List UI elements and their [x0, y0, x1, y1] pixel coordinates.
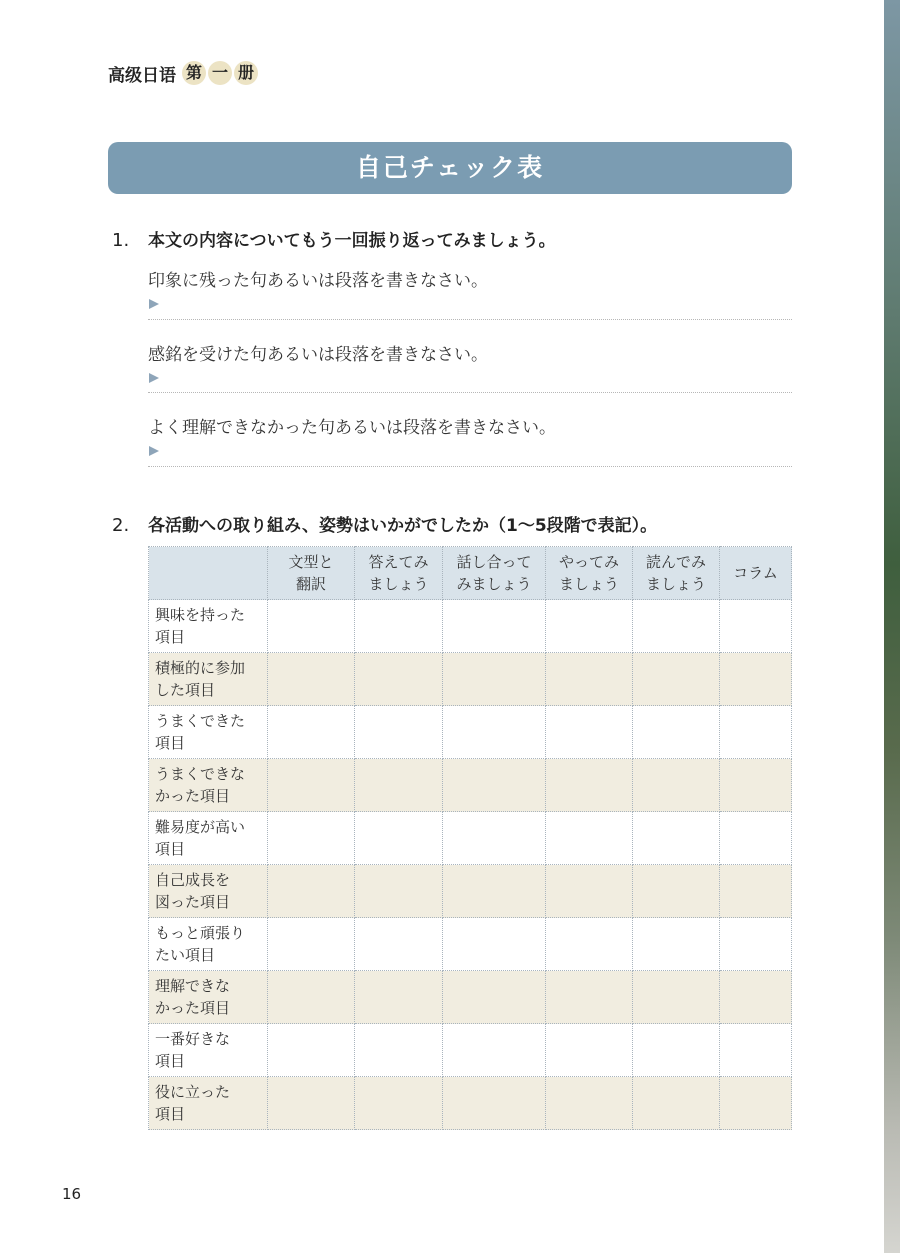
rating-cell[interactable]	[720, 759, 792, 812]
column-header: 文型と 翻訳	[268, 547, 355, 600]
rating-cell[interactable]	[268, 600, 355, 653]
table-row	[149, 600, 792, 653]
row-label: 難易度が高い 項目	[149, 812, 268, 865]
rating-cell[interactable]	[443, 706, 546, 759]
rating-cell[interactable]	[633, 1024, 720, 1077]
rating-cell[interactable]	[546, 1024, 633, 1077]
rating-cell[interactable]	[633, 812, 720, 865]
table-row	[149, 759, 792, 812]
rating-cell[interactable]	[268, 706, 355, 759]
rating-cell[interactable]	[355, 653, 443, 706]
column-header: コラム	[720, 547, 792, 600]
rating-cell[interactable]	[268, 759, 355, 812]
prompt-not-understood: よく理解できなかった句あるいは段落を書きなさい。	[148, 418, 556, 438]
rating-cell[interactable]	[720, 971, 792, 1024]
rating-cell[interactable]	[355, 1077, 443, 1130]
rating-cell[interactable]	[546, 865, 633, 918]
rating-cell[interactable]	[443, 865, 546, 918]
rating-cell[interactable]	[443, 971, 546, 1024]
rating-cell[interactable]	[268, 653, 355, 706]
answer-line[interactable]	[148, 466, 792, 467]
rating-cell[interactable]	[633, 653, 720, 706]
rating-cell[interactable]	[546, 971, 633, 1024]
question-number: 2.	[112, 515, 130, 536]
rating-cell[interactable]	[546, 706, 633, 759]
rating-cell[interactable]	[268, 812, 355, 865]
rating-cell[interactable]	[720, 918, 792, 971]
row-label: 積極的に参加 した項目	[149, 653, 268, 706]
rating-cell[interactable]	[546, 1077, 633, 1130]
table-row	[149, 918, 792, 971]
volume-char: 第	[182, 61, 206, 85]
corner-cell	[149, 547, 268, 600]
row-label: 興味を持った 項目	[149, 600, 268, 653]
row-label: うまくできた 項目	[149, 706, 268, 759]
table-row	[149, 1077, 792, 1130]
rating-cell[interactable]	[355, 971, 443, 1024]
rating-cell[interactable]	[633, 759, 720, 812]
rating-cell[interactable]	[268, 1024, 355, 1077]
row-label: 理解できな かった項目	[149, 971, 268, 1024]
rating-cell[interactable]	[443, 1024, 546, 1077]
answer-arrow-icon	[149, 299, 159, 309]
rating-cell[interactable]	[355, 706, 443, 759]
rating-cell[interactable]	[443, 918, 546, 971]
volume-char: 一	[208, 61, 232, 85]
rating-cell[interactable]	[720, 706, 792, 759]
rating-cell[interactable]	[546, 812, 633, 865]
self-check-table	[148, 546, 792, 1130]
volume-char: 册	[234, 61, 258, 85]
column-header: 話し合って みましょう	[443, 547, 546, 600]
rating-cell[interactable]	[633, 971, 720, 1024]
rating-cell[interactable]	[546, 600, 633, 653]
row-label: 自己成長を 図った項目	[149, 865, 268, 918]
page-title: 自己チェック表	[108, 142, 792, 194]
row-label: もっと頑張り たい項目	[149, 918, 268, 971]
rating-cell[interactable]	[443, 812, 546, 865]
book-title: 高级日语	[108, 65, 176, 86]
rating-cell[interactable]	[720, 812, 792, 865]
rating-cell[interactable]	[633, 600, 720, 653]
table-header-row	[149, 547, 792, 600]
prompt-impression: 印象に残った句あるいは段落を書きなさい。	[148, 271, 488, 291]
rating-cell[interactable]	[633, 918, 720, 971]
rating-cell[interactable]	[720, 865, 792, 918]
page-number: 16	[62, 1185, 82, 1203]
rating-cell[interactable]	[633, 706, 720, 759]
rating-cell[interactable]	[268, 971, 355, 1024]
rating-cell[interactable]	[355, 812, 443, 865]
row-label: 役に立った 項目	[149, 1077, 268, 1130]
table-row	[149, 812, 792, 865]
rating-cell[interactable]	[443, 1077, 546, 1130]
answer-arrow-icon	[149, 446, 159, 456]
question-1	[112, 226, 556, 251]
table-row	[149, 971, 792, 1024]
rating-cell[interactable]	[268, 865, 355, 918]
rating-cell[interactable]	[355, 918, 443, 971]
rating-cell[interactable]	[443, 600, 546, 653]
answer-line[interactable]	[148, 392, 792, 393]
rating-cell[interactable]	[720, 1024, 792, 1077]
rating-cell[interactable]	[720, 600, 792, 653]
question-2	[112, 511, 657, 536]
rating-cell[interactable]	[268, 1077, 355, 1130]
table-row	[149, 865, 792, 918]
rating-cell[interactable]	[720, 1077, 792, 1130]
question-text: 本文の内容についてもう一回振り返ってみましょう。	[148, 231, 556, 251]
rating-cell[interactable]	[355, 600, 443, 653]
rating-cell[interactable]	[355, 865, 443, 918]
column-header: やってみ ましょう	[546, 547, 633, 600]
table-row	[149, 1024, 792, 1077]
rating-cell[interactable]	[355, 1024, 443, 1077]
rating-cell[interactable]	[546, 918, 633, 971]
answer-line[interactable]	[148, 319, 792, 320]
question-text: 各活動への取り組み、姿勢はいかがでしたか（1～5段階で表記）。	[148, 516, 658, 536]
prompt-moved: 感銘を受けた句あるいは段落を書きなさい。	[148, 345, 488, 365]
rating-cell[interactable]	[546, 759, 633, 812]
question-number: 1.	[112, 230, 130, 251]
rating-cell[interactable]	[546, 653, 633, 706]
rating-cell[interactable]	[633, 1077, 720, 1130]
column-header: 読んでみ ましょう	[633, 547, 720, 600]
rating-cell[interactable]	[720, 653, 792, 706]
answer-arrow-icon	[149, 373, 159, 383]
table-row	[149, 706, 792, 759]
rating-cell[interactable]	[268, 918, 355, 971]
rating-cell[interactable]	[355, 759, 443, 812]
column-header: 答えてみ ましょう	[355, 547, 443, 600]
page-edge-photo-strip	[884, 0, 900, 1253]
table-row	[149, 653, 792, 706]
rating-cell[interactable]	[443, 653, 546, 706]
row-label: うまくできな かった項目	[149, 759, 268, 812]
row-label: 一番好きな 項目	[149, 1024, 268, 1077]
rating-cell[interactable]	[443, 759, 546, 812]
running-header	[108, 60, 258, 86]
rating-cell[interactable]	[633, 865, 720, 918]
